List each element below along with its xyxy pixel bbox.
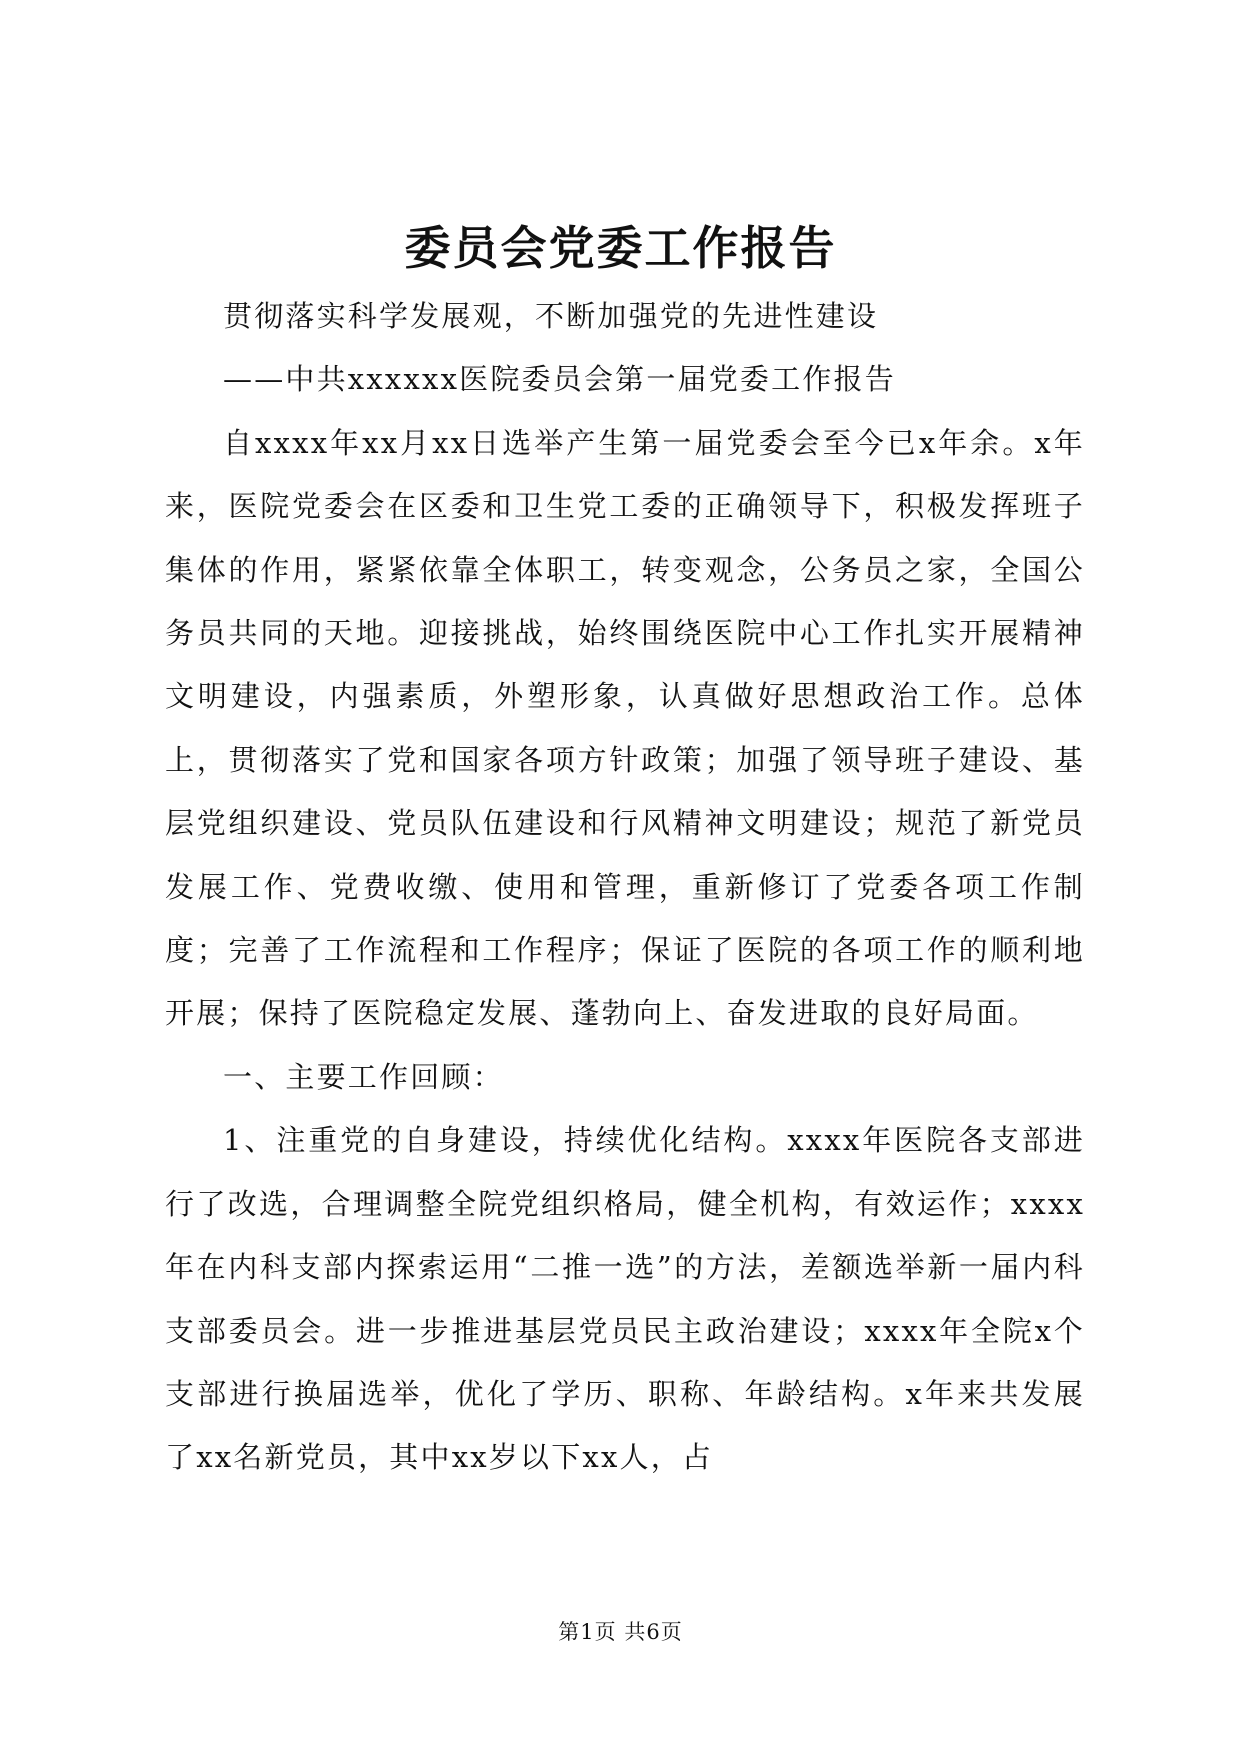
section-item-paragraph: 1、注重党的自身建设，持续优化结构。xxxx年医院各支部进行了改选，合理调整全院党组织格局，健全机构，有效运作；xxxx年在内科支部内探索运用“二推一选”的方法，差额选举新一届内科支部委员会。进一步推进基层党员民主政治建设；xxxx年全院x个支部进行换届选举，优化了学历、职称、年龄结构。x年来共发展了xx名新党员，其中xx岁以下xx人，占 <box>165 1123 1085 1475</box>
report-name-paragraph: ——中共xxxxxx医院委员会第一届党委工作报告 <box>223 362 896 397</box>
intro-paragraph: 自xxxx年xx月xx日选举产生第一届党委会至今已x年余。x年来，医院党委会在区委和卫生党工委的正确领导下，积极发挥班子集体的作用，紧紧依靠全体职工，转变观念，公务员之家，全国公务员共同的天地。迎接挑战，始终围绕医院中心工作扎实开展精神文明建设，内强素质，外塑形象，认真做好思想政治工作。总体上，贯彻落实了党和国家各项方针政策；加强了领导班子建设、基层党组织建设、党员队伍建设和行风精神文明建设；规范了新党员发展工作、党费收缴、使用和管理，重新修订了党委各项工作制度；完善了工作流程和工作程序；保证了医院的各项工作的顺利地开展；保持了医院稳定发展、蓬勃向上、奋发进取的良好局面。 <box>165 425 1085 1031</box>
subtitle-paragraph: 贯彻落实科学发展观，不断加强党的先进性建设 <box>223 299 879 333</box>
document-body <box>165 285 1085 1490</box>
section-heading: 一、主要工作回顾： <box>223 1059 504 1094</box>
document-title: 委员会党委工作报告 <box>404 221 837 275</box>
page-number-footer: 第1页 共6页 <box>558 1620 683 1644</box>
